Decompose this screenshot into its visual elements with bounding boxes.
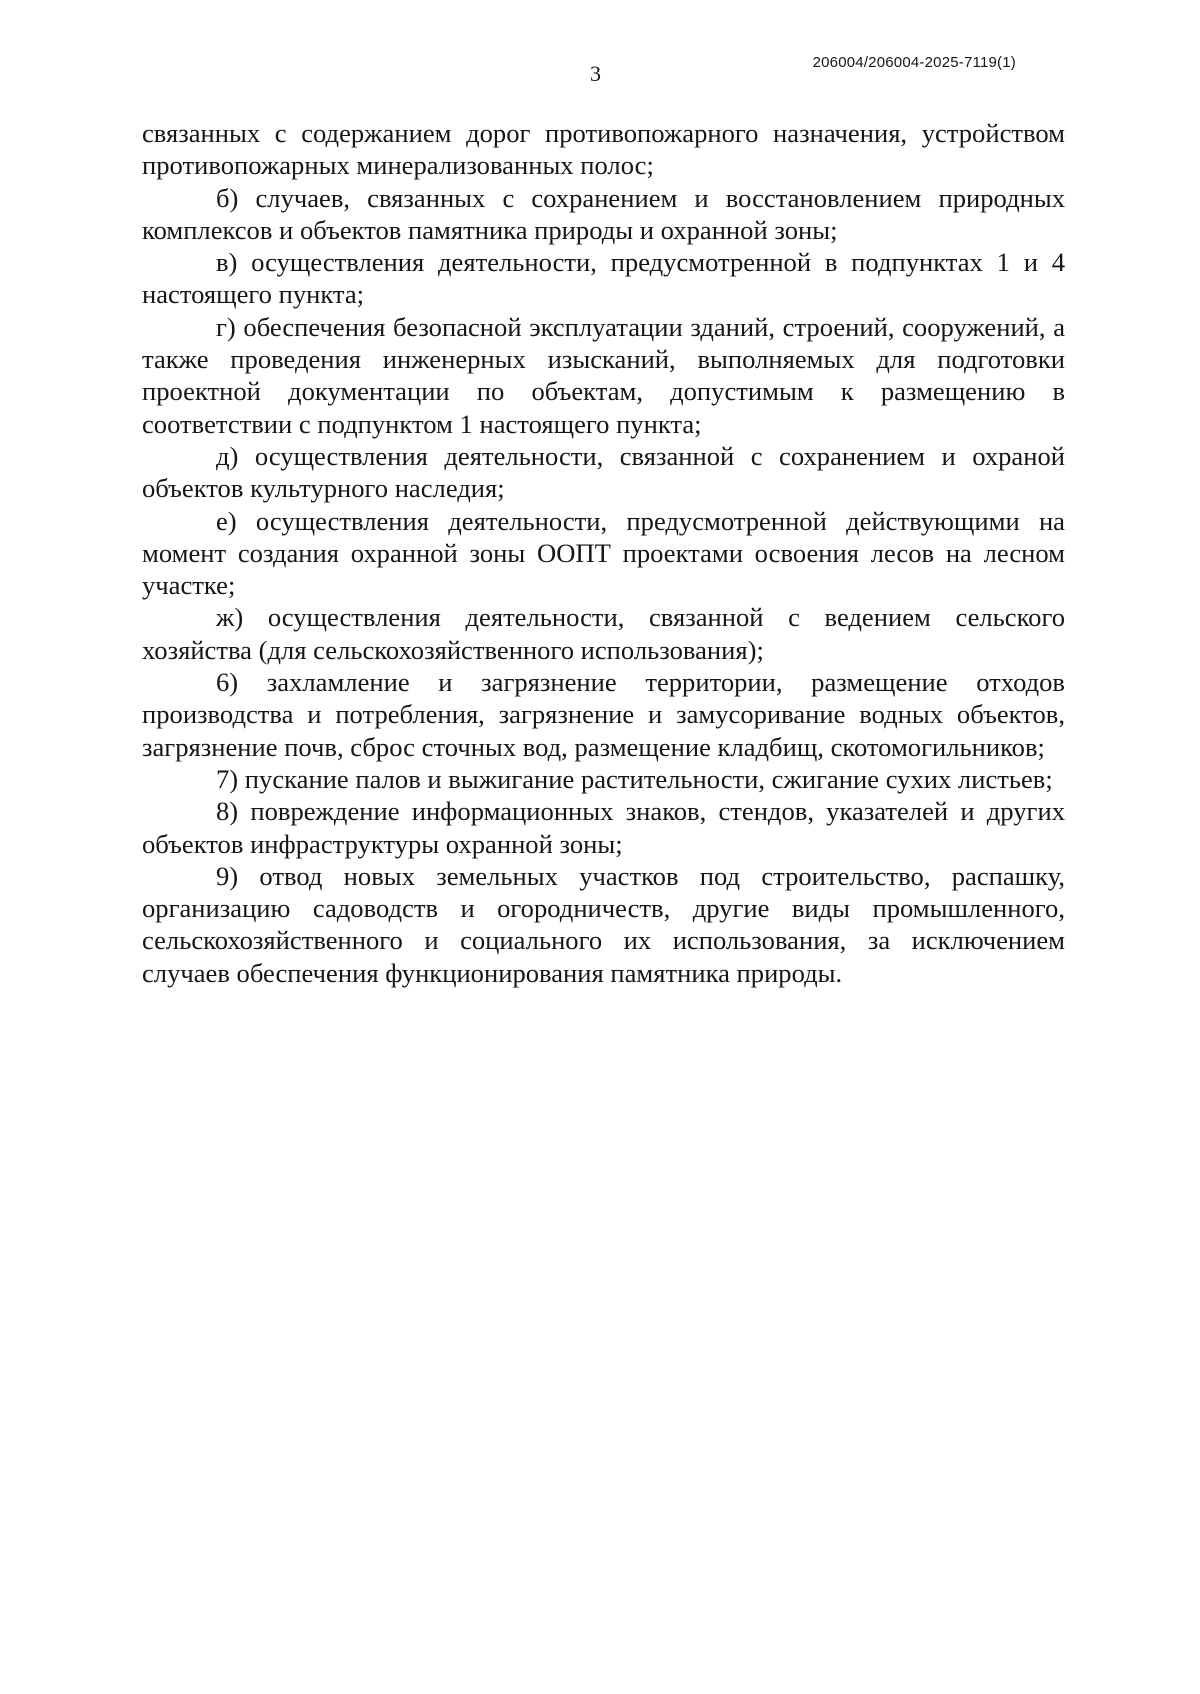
paragraph-item-b: б) случаев, связанных с сохранением и восстановлением природных комплексов и объектов памятника природы и охранной зоны; bbox=[142, 182, 1065, 245]
paragraph-item-v: в) осуществления деятельности, предусмотренной в подпунктах 1 и 4 настоящего пункта; bbox=[142, 247, 1065, 310]
paragraph-item-9: 9) отвод новых земельных участков под строительство, распашку, организацию садоводств и огородничеств, другие виды промышленного, сельскохозяйственного и социального их использования, за исключением случаев обеспечения функционирования памятника природы. bbox=[142, 860, 1065, 988]
paragraph-item-zh: ж) осуществления деятельности, связанной с ведением сельского хозяйства (для сельскохозяйственного использования); bbox=[142, 602, 1065, 665]
paragraph-item-8: 8) повреждение информационных знаков, стендов, указателей и других объектов инфраструктуры охранной зоны; bbox=[142, 796, 1065, 859]
paragraph-item-e: е) осуществления деятельности, предусмотренной действующими на момент создания охранной зоны ООПТ проектами освоения лесов на лесном участке; bbox=[142, 505, 1065, 601]
document-body bbox=[142, 117, 1065, 989]
page-number: 3 bbox=[590, 61, 601, 86]
paragraph-item-g: г) обеспечения безопасной эксплуатации зданий, строений, сооружений, а также проведения инженерных изысканий, выполняемых для подготовки проектной документации по объектам, допустимым к размещению в соответствии с подпунктом 1 настоящего пункта; bbox=[142, 311, 1065, 439]
paragraph-continuation: связанных с содержанием дорог противопожарного назначения, устройством противопожарных минерализованных полос; bbox=[142, 118, 1065, 181]
paragraph-item-6: 6) захламление и загрязнение территории, размещение отходов производства и потребления, загрязнение и замусоривание водных объектов, загрязнение почв, сброс сточных вод, размещение кладбищ, скотомогильников; bbox=[142, 667, 1065, 762]
paragraph-item-d: д) осуществления деятельности, связанной с сохранением и охраной объектов культурного наследия; bbox=[142, 440, 1065, 504]
paragraph-item-7: 7) пускание палов и выжигание растительности, сжигание сухих листьев; bbox=[216, 763, 1053, 794]
document-id: 206004/206004-2025-7119(1) bbox=[812, 54, 1016, 71]
